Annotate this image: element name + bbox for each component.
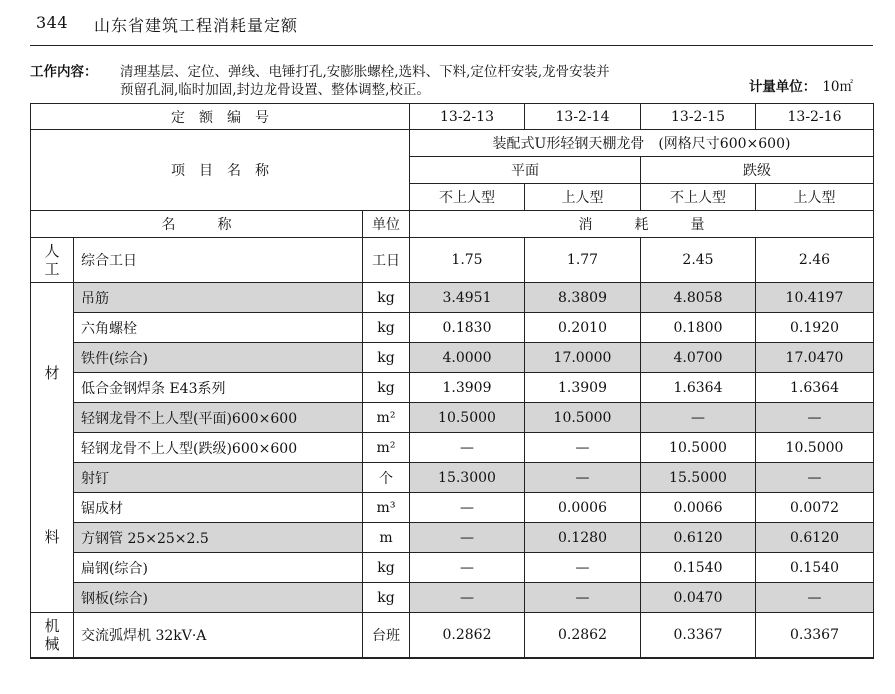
row-value: 1.3909 [410, 373, 525, 403]
code-cell: 13-2-14 [525, 104, 641, 130]
row-unit: 工日 [363, 238, 410, 283]
row-value: 15.3000 [410, 463, 525, 493]
row-value: 0.0066 [641, 493, 756, 523]
category-machine-label: 机械 [44, 616, 60, 653]
row-value: 0.1280 [525, 523, 641, 553]
row-unit: 个 [363, 463, 410, 493]
row-name: 低合金钢焊条 E43系列 [74, 373, 363, 403]
row-value: — [525, 463, 641, 493]
row-value: 17.0470 [756, 343, 874, 373]
row-value: 10.4197 [756, 283, 874, 313]
row-unit: kg [363, 553, 410, 583]
row-name: 铁件(综合) [74, 343, 363, 373]
material-row [31, 523, 874, 553]
row-value: — [525, 553, 641, 583]
row-value: 10.5000 [756, 433, 874, 463]
material-row [31, 373, 874, 403]
row-name: 射钉 [74, 463, 363, 493]
row-value: 8.3809 [525, 283, 641, 313]
page-number: 344 [36, 13, 69, 32]
row-unit: m² [363, 403, 410, 433]
code-row [31, 104, 874, 130]
group-cell: 平面 [410, 157, 641, 184]
category-material-bottom-label: 料 [44, 528, 60, 547]
row-name: 吊筋 [74, 283, 363, 313]
row-value: 15.5000 [641, 463, 756, 493]
row-value: — [756, 403, 874, 433]
labor-row [31, 238, 874, 283]
code-cell: 13-2-15 [641, 104, 756, 130]
category-labor-label: 人工 [44, 242, 60, 278]
row-value: — [756, 583, 874, 613]
row-value: 2.45 [641, 238, 756, 283]
row-value: 10.5000 [641, 433, 756, 463]
row-name: 六角螺栓 [74, 313, 363, 343]
row-value: 1.3909 [525, 373, 641, 403]
row-name: 交流弧焊机 32kV·A [74, 613, 363, 658]
category-labor [31, 238, 74, 283]
row-value: 10.5000 [525, 403, 641, 433]
type-cell: 上人型 [756, 184, 874, 211]
row-value: 1.75 [410, 238, 525, 283]
row-unit: kg [363, 343, 410, 373]
consumption-header: 消 耗 量 [410, 211, 874, 238]
work-content [30, 64, 873, 104]
row-name: 轻钢龙骨不上人型(平面)600×600 [74, 403, 363, 433]
row-name: 钢板(综合) [74, 583, 363, 613]
row-value: 0.3367 [756, 613, 874, 658]
row-name: 方钢管 25×25×2.5 [74, 523, 363, 553]
code-label: 定 额 编 号 [31, 104, 410, 130]
row-value: 0.6120 [641, 523, 756, 553]
unit-column-header: 单位 [363, 211, 410, 238]
material-row [31, 463, 874, 493]
work-content-label: 工作内容： [30, 64, 98, 80]
name-column-header: 名 称 [31, 211, 363, 238]
measurement-unit-label: 计量单位： [748, 79, 817, 95]
row-value: 0.6120 [756, 523, 874, 553]
row-value: 1.6364 [756, 373, 874, 403]
row-unit: 台班 [363, 613, 410, 658]
row-unit: m² [363, 433, 410, 463]
quota-table [30, 103, 874, 659]
group-cell: 跌级 [641, 157, 874, 184]
row-unit: kg [363, 283, 410, 313]
material-row [31, 343, 874, 373]
type-cell: 上人型 [525, 184, 641, 211]
row-value: 3.4951 [410, 283, 525, 313]
category-machine [31, 613, 74, 658]
row-name: 锯成材 [74, 493, 363, 523]
row-value: 1.77 [525, 238, 641, 283]
type-cell: 不上人型 [641, 184, 756, 211]
row-unit: m³ [363, 493, 410, 523]
row-unit: m [363, 523, 410, 553]
row-value: 0.0006 [525, 493, 641, 523]
row-value: 0.0470 [641, 583, 756, 613]
material-row [31, 403, 874, 433]
item-title-row [31, 130, 874, 157]
row-value: — [641, 403, 756, 433]
row-value: 0.3367 [641, 613, 756, 658]
row-value: 0.1540 [756, 553, 874, 583]
item-title: 装配式U形轻钢天棚龙骨 (网格尺寸600×600) [410, 130, 874, 157]
code-cell: 13-2-13 [410, 104, 525, 130]
row-value: — [525, 433, 641, 463]
row-unit: kg [363, 373, 410, 403]
row-value: — [756, 463, 874, 493]
row-value: 2.46 [756, 238, 874, 283]
material-row [31, 493, 874, 523]
row-value: — [525, 583, 641, 613]
column-header-row [31, 211, 874, 238]
category-material-bottom [31, 463, 74, 613]
item-name-label: 项 目 名 称 [31, 130, 410, 211]
material-row [31, 433, 874, 463]
row-value: 4.0700 [641, 343, 756, 373]
material-row [31, 553, 874, 583]
category-material-top [31, 283, 74, 463]
material-row [31, 313, 874, 343]
row-value: 0.1920 [756, 313, 874, 343]
row-value: 0.2862 [410, 613, 525, 658]
row-value: 4.0000 [410, 343, 525, 373]
row-value: 17.0000 [525, 343, 641, 373]
row-value: 4.8058 [641, 283, 756, 313]
row-value: 0.1830 [410, 313, 525, 343]
page-header [30, 10, 873, 46]
row-name: 扁钢(综合) [74, 553, 363, 583]
row-value: 10.5000 [410, 403, 525, 433]
row-value: 1.6364 [641, 373, 756, 403]
material-row [31, 583, 874, 613]
material-row [31, 283, 874, 313]
book-title: 山东省建筑工程消耗量定额 [94, 16, 299, 35]
work-content-line-1: 清理基层、定位、弹线、电锤打孔,安膨胀螺栓,选料、下料,定位杆安装,龙骨安装并 [120, 64, 610, 80]
row-value: — [410, 493, 525, 523]
row-value: — [410, 553, 525, 583]
measurement-unit-value: 10㎡ [822, 79, 853, 95]
code-cell: 13-2-16 [756, 104, 874, 130]
row-value: — [410, 523, 525, 553]
row-name: 综合工日 [74, 238, 363, 283]
row-value: 0.1800 [641, 313, 756, 343]
row-value: 0.1540 [641, 553, 756, 583]
row-unit: kg [363, 583, 410, 613]
row-name: 轻钢龙骨不上人型(跌级)600×600 [74, 433, 363, 463]
type-cell: 不上人型 [410, 184, 525, 211]
row-value: — [410, 583, 525, 613]
work-content-line-2: 预留孔洞,临时加固,封边龙骨设置、整体调整,校正。 [120, 82, 430, 98]
row-value: 0.0072 [756, 493, 874, 523]
category-material-top-label: 材 [44, 363, 60, 382]
measurement-unit [749, 79, 853, 95]
row-value: 0.2862 [525, 613, 641, 658]
row-unit: kg [363, 313, 410, 343]
row-value: 0.2010 [525, 313, 641, 343]
machine-row [31, 613, 874, 658]
row-value: — [410, 433, 525, 463]
